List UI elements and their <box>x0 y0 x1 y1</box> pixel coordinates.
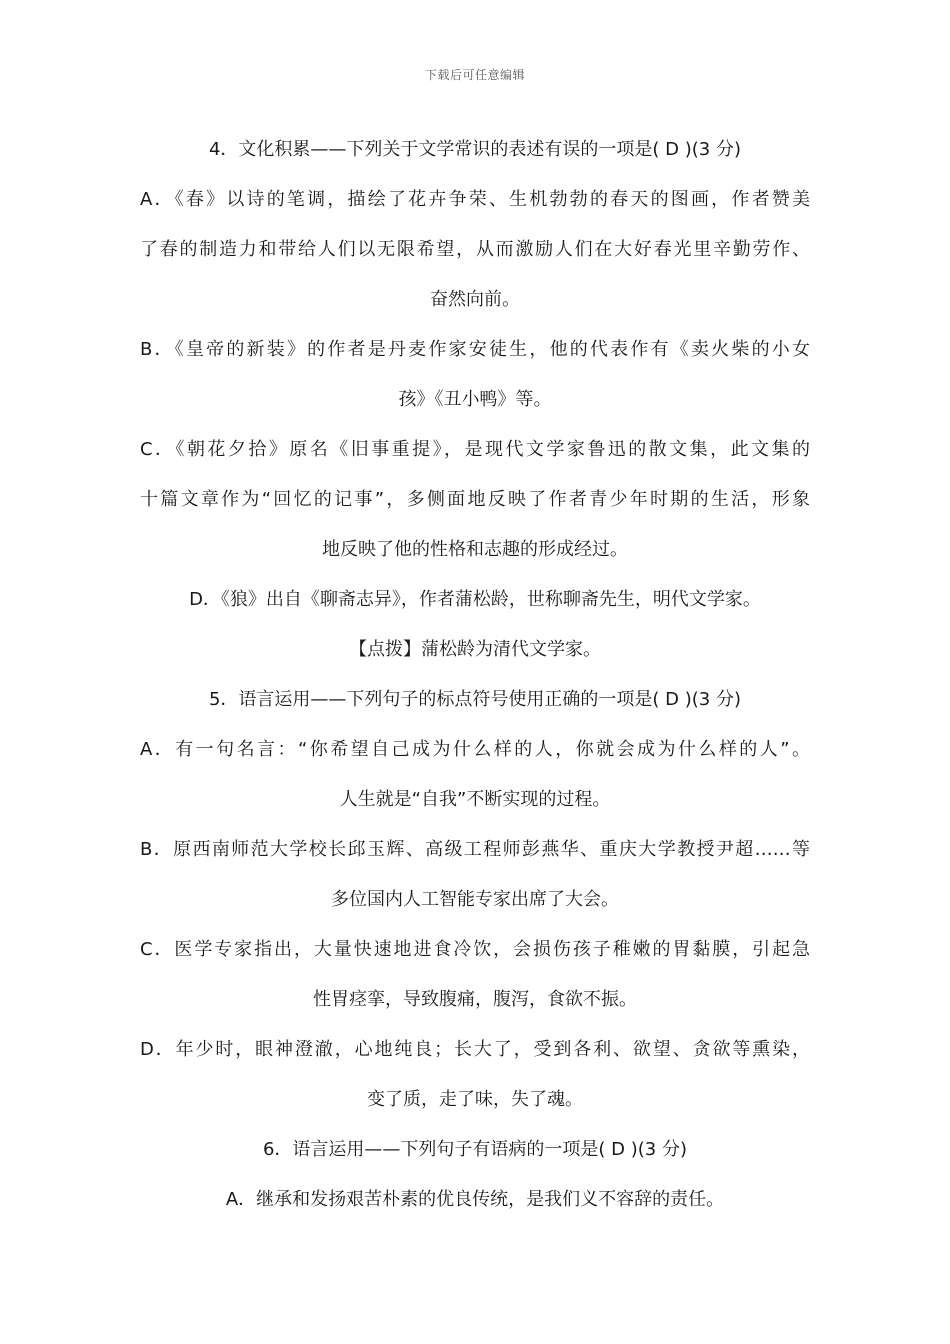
question-4-stem: 4．文化积累——下列关于文学常识的表述有误的一项是( D )(3 分) <box>208 139 742 160</box>
question-4-option-c-line-3: 地反映了他的性格和志趣的形成经过。 <box>322 539 628 560</box>
question-5-option-a-line-2: 人生就是“自我”不断实现的过程。 <box>339 789 611 810</box>
question-4-option-d: D．《狼》出自《聊斋志异》，作者蒲松龄，世称聊斋先生，明代文学家。 <box>189 589 761 610</box>
page-header-note: 下载后可任意编辑 <box>424 68 525 82</box>
question-5-option-c-line-1: C．医学专家指出，大量快速地进食冷饮，会损伤孩子稚嫩的胃黏膜，引起急 <box>140 939 810 960</box>
question-4-hint: 【点拨】蒲松龄为清代文学家。 <box>349 639 601 660</box>
question-4-option-a-line-1: A．《春》以诗的笔调，描绘了花卉争荣、生机勃勃的春天的图画，作者赞美 <box>140 189 810 210</box>
question-4-option-c-line-2: 十篇文章作为“回忆的记事”，多侧面地反映了作者青少年时期的生活，形象 <box>140 489 810 510</box>
question-4-option-b-line-2: 孩》《丑小鸭》等。 <box>398 389 552 410</box>
question-5-option-a-line-1: A．有一句名言：“你希望自己成为什么样的人，你就会成为什么样的人”。 <box>140 739 810 760</box>
question-5-option-c-line-2: 性胃痉挛，导致腹痛，腹泻，食欲不振。 <box>313 989 637 1010</box>
question-4-option-c-line-1: C．《朝花夕拾》原名《旧事重提》，是现代文学家鲁迅的散文集，此文集的 <box>140 439 810 460</box>
question-5-option-b-line-1: B．原西南师范大学校长邱玉辉、高级工程师彭燕华、重庆大学教授尹超……等 <box>140 839 810 860</box>
question-5-option-b-line-2: 多位国内人工智能专家出席了大会。 <box>331 889 619 910</box>
question-5-option-d-line-1: D．年少时，眼神澄澈，心地纯良；长大了，受到各利、欲望、贪欲等熏染， <box>140 1039 810 1060</box>
question-4-option-a-line-2: 了春的制造力和带给人们以无限希望，从而激励人们在大好春光里辛勤劳作、 <box>140 239 810 260</box>
question-4-option-a-line-3: 奋然向前。 <box>430 289 520 310</box>
question-4-option-b-line-1: B．《皇帝的新装》的作者是丹麦作家安徒生，他的代表作有《卖火柴的小女 <box>140 339 810 360</box>
question-6-option-a: A．继承和发扬艰苦朴素的优良传统，是我们义不容辞的责任。 <box>225 1189 725 1210</box>
question-6-stem: 6．语言运用——下列句子有语病的一项是( D )(3 分) <box>262 1139 688 1160</box>
question-content <box>140 125 810 1225</box>
question-5-stem: 5．语言运用——下列句子的标点符号使用正确的一项是( D )(3 分) <box>208 689 742 710</box>
question-5-option-d-line-2: 变了质，走了味，失了魂。 <box>367 1089 583 1110</box>
